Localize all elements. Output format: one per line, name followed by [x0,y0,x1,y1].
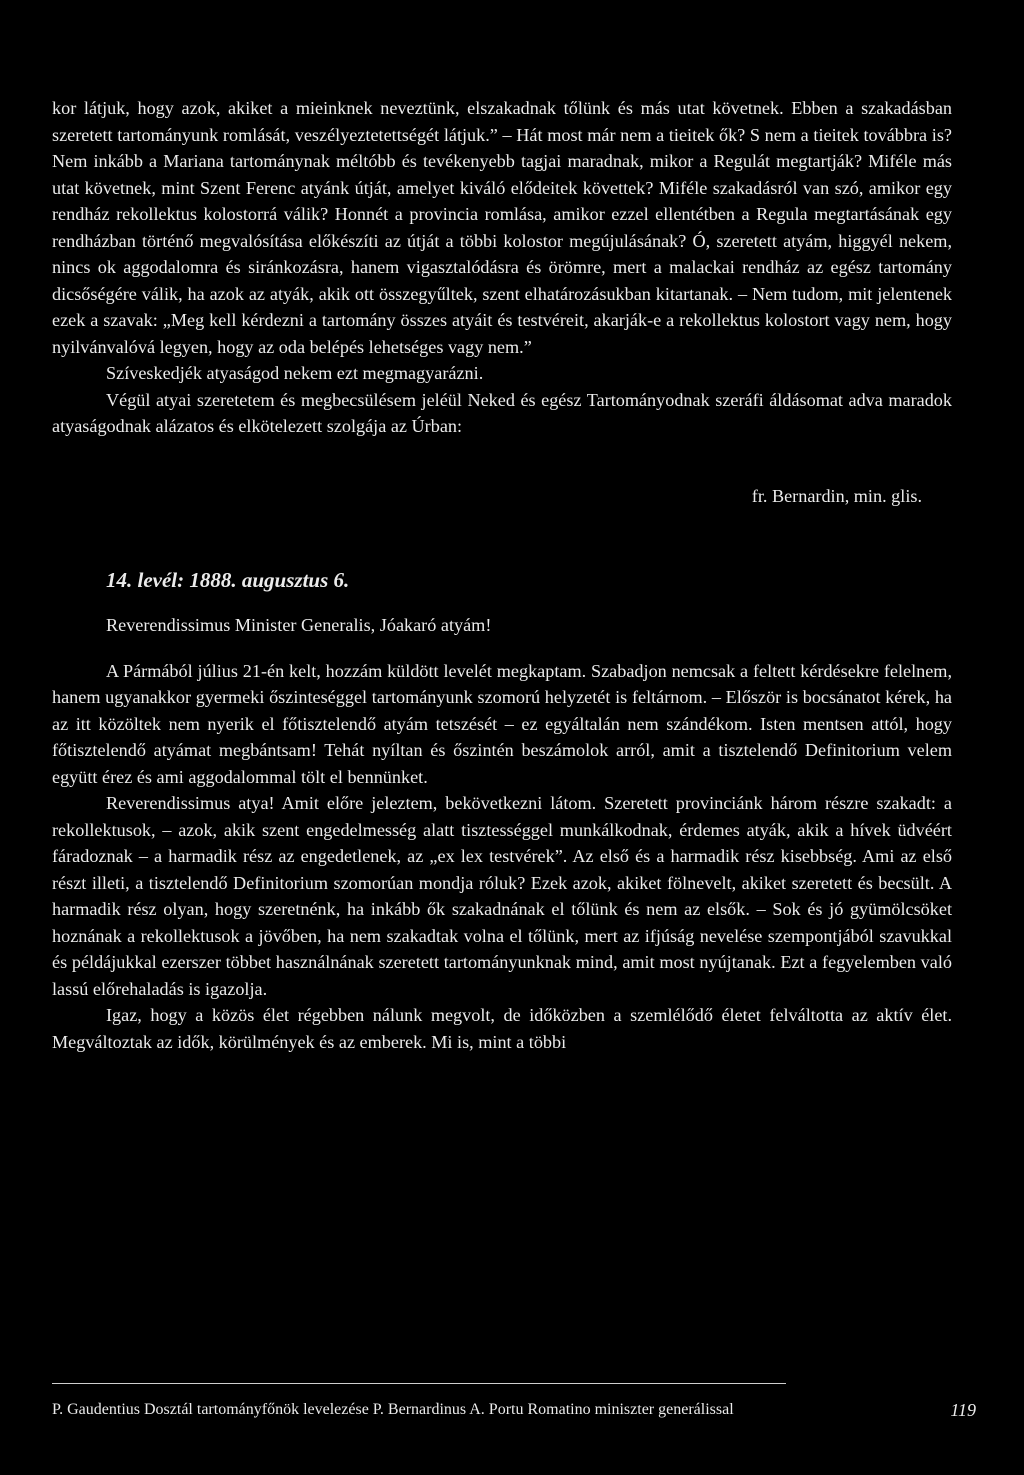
paragraph-request: Szíveskedjék atyaságod nekem ezt megmagyarázni. [106,363,484,383]
paragraph-letter-body: kor látjuk, hogy azok, akiket a mieinknek neveztünk, elszakadnak tőlünk és más utat követnek. Ebben a szakadásban szeretett tartományunk romlását, veszélyeztetettségét látjuk.” – Hát most már nem a tieitek ők? S nem a tieitek továbbra is? Nem inkább a Mariana tartománynak méltóbb és tevékenyebb tagjai maradnak, mikor a Regulát megtartják? Miféle más utat követnek, mint Szent Ferenc atyánk útját, amelyet kiváló elődeitek követtek? Miféle szakadásról van szó, amikor egy rendház rekollektus kolostorrá válik? Honnét a provincia romlása, amikor ezzel ellentétben a Regula megtartásának egy rendházban történő megvalósítása előkészíti az útját a többi kolostor megújulásának? Ó, szeretett atyám, higgyél nekem, nincs ok aggodalomra és siránkozásra, hanem vigasztalódásra és örömre, mert a malackai rendház az egész tartomány dicsőségére válik, ha azok az atyák, akik ott összegyűltek, szent elhatározásukban kitartanak. – Nem tudom, mit jelentenek ezek a szavak: „Meg kell kérdezni a tartomány összes atyáit és testvéreit, akarják-e a rekollektus kolostort vagy nem, hogy nyilvánvalóvá legyen, hogy az oda belépés lehetséges vagy nem.” [52,98,952,357]
paragraph-closing: Végül atyai szeretetem és megbecsülésem jeléül Neked és egész Tartományodnak szeráfi áldásomat adva maradok atyaságodnak alázatos és elkötelezett szolgája az Úrban: [52,389,952,436]
salutation: Reverendissimus Minister Generalis, Jóakaró atyám! [106,615,492,635]
signature: fr. Bernardin, min. glis. [751,485,922,506]
running-footer-text: P. Gaudentius Dosztál tartományfőnök levelezése P. Bernardinus A. Portu Romatino miniszter generálissal [52,1401,734,1418]
paragraph-opening: A Pármából július 21-én kelt, hozzám küldött levelét megkaptam. Szabadjon nemcsak a feltett kérdésekre felelnem, hanem ugyanakkor gyermeki őszinteséggel tartományunk szomorú helyzetét is feltárnom. – Először is bocsánatot kérek, ha az itt közöltek nem nyerik el főtisztelendő atyám tetszését – ez egyáltalán nem szándékom. Isten mentsen attól, hogy főtisztelendő atyámat megbántsam! Tehát nyíltan és őszintén beszámolok arról, amit a tisztelendő Definitorium velem együtt érez és ami aggodalommal tölt el bennünket. [52,660,952,787]
page-footer [52,1397,976,1423]
letter-heading: 14. levél: 1888. augusztus 6. [106,568,350,592]
page-number: 119 [950,1400,976,1420]
paragraph-provinces: Reverendissimus atya! Amit előre jeleztem, bekövetkezni látom. Szeretett provinciánk három részre szakadt: a rekollektusok, – azok, akik szent engedelmesség alatt tisztességgel munkálkodnak, érdemes atyák, akik a hívek üdvéért fáradoznak – a harmadik rész az engedetlenek, az „ex lex testvérek”. Az első és a harmadik rész kisebbség. Ami az első részt illeti, a tisztelendő Definitorium szomorúan mondja róluk? Ezek azok, akiket fölnevelt, akiket szeretett és becsült. A harmadik rész olyan, hogy szeretnénk, ha inkább ők szakadnának el tőlünk és nem az elsők. – Sok és jó gyümölcsöket hoznának a rekollektusok a jövőben, ha nem szakadtak volna el tőlünk, mert az ifjúság nevelése szempontjából szavukkal és példájukkal ezerszer többet használnának szeretett tartományunknak mind, amit most nyújtanak. Ezt a fegyelemben való lassú előrehaladás is igazolja. [52,793,952,999]
paragraph-common-life: Igaz, hogy a közös élet régebben nálunk megvolt, de időközben a szemlélődő életet felváltotta az aktív élet. Megváltoztak az idők, körülmények és az emberek. Mi is, mint a többi [52,1005,952,1052]
page-body [52,95,952,1055]
footer-divider [52,1383,786,1384]
